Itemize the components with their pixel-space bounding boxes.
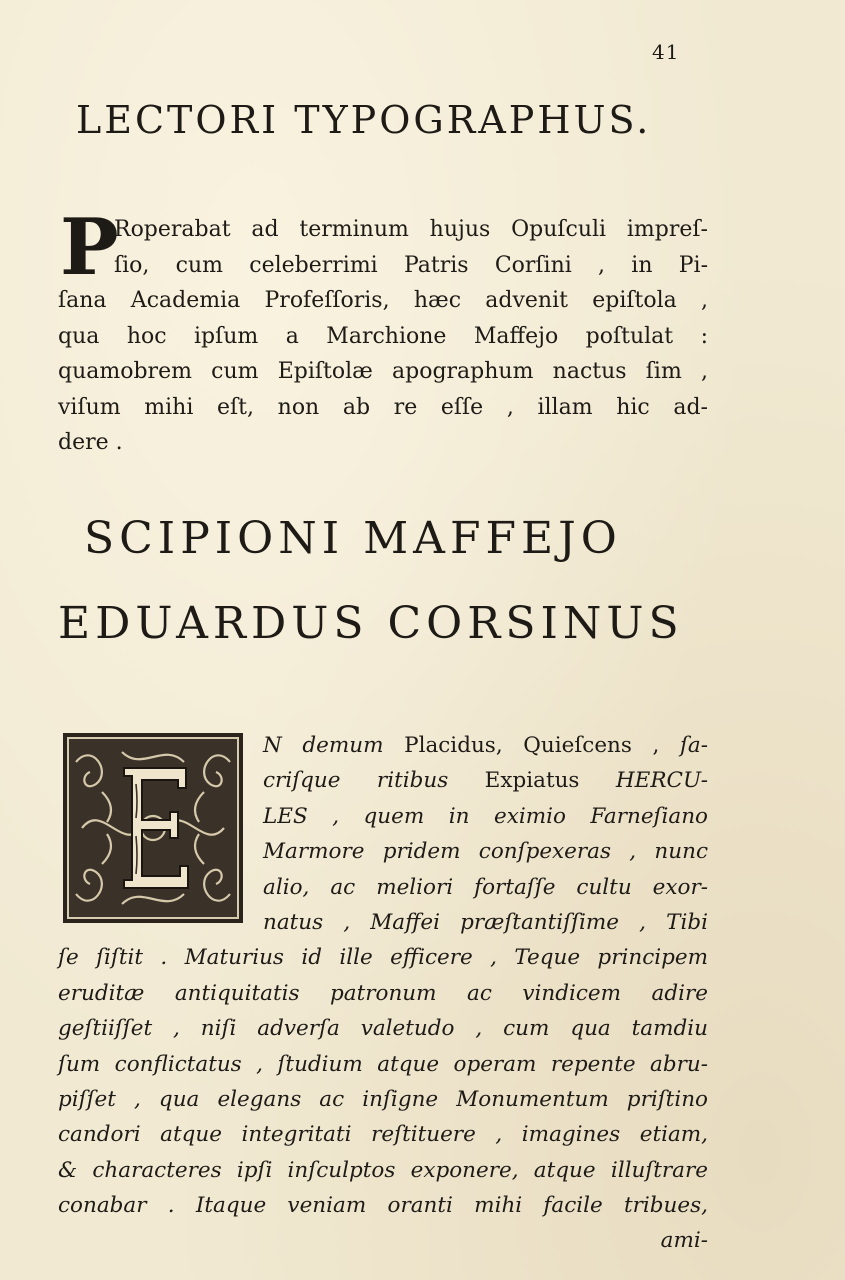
text-run: criſque ritibus	[263, 768, 485, 794]
text-line: natus , Maffei præſtantiſſime , Tibi	[263, 909, 708, 935]
text-line: ſe ſiſtit . Maturius id ille efficere , Teque principem	[58, 945, 708, 971]
text-line: dere .	[58, 430, 123, 455]
text-line: ſana Academia Profeſſoris, hæc advenit epiſtola ,	[58, 288, 708, 313]
text-line: geſtiiſſet , niſi adverſa valetudo , cum qua tamdiu	[58, 1016, 708, 1042]
text-run-upright: Expiatus	[484, 768, 616, 794]
text-run: N demum	[263, 733, 405, 758]
text-line: conabar . Itaque veniam oranti mihi facile tribues,	[58, 1193, 708, 1219]
text-line: qua hoc ipſum a Marchione Maffejo poſtulat :	[58, 323, 708, 349]
text-line: Marmore pridem conſpexeras , nunc	[263, 839, 708, 865]
page-number: 41	[652, 40, 680, 64]
section-title: LECTORI TYPOGRAPHUS.	[76, 98, 652, 142]
text-line: alio, ac meliori fortaſſe cultu exor-	[263, 874, 708, 900]
text-line: quamobrem cum Epiſtolæ apographum nactus ſim ,	[58, 359, 708, 384]
text-line	[58, 728, 708, 763]
text-line	[58, 763, 708, 798]
text-line: ſum conflictatus , ſtudium atque operam repente abru-	[58, 1051, 708, 1077]
text-line: ſio, cum celeberrimi Patris Corſini , in Pi-	[114, 252, 708, 278]
text-run-upright: Placidus, Quieſcens ,	[404, 733, 680, 758]
text-run: ſa-	[679, 733, 708, 758]
text-line: eruditæ antiquitatis patronum ac vindicem adire	[58, 980, 708, 1006]
text-line: LES , quem in eximio Farneſiano	[263, 803, 708, 829]
recipient-heading: SCIPIONI MAFFEJO	[84, 513, 622, 564]
text-run: HERCU-	[615, 768, 708, 794]
sender-heading: EDUARDUS CORSINUS	[58, 598, 684, 649]
text-line: piſſet , qua elegans ac inſigne Monumentum priſtino	[58, 1086, 708, 1112]
text-line: Roperabat ad terminum hujus Opuſculi impreſ-	[114, 217, 708, 242]
printer-note-paragraph	[58, 202, 708, 461]
text-line: viſum mihi eſt, non ab re eſſe , illam hic ad-	[58, 394, 708, 420]
catchword: ami-	[660, 1228, 708, 1254]
drop-cap-initial: P	[60, 202, 119, 293]
letter-paragraph	[58, 728, 708, 1259]
text-line: & characteres ipſi inſculptos exponere, atque illuſtrare	[58, 1157, 708, 1183]
text-line: candori atque integritati reſtituere , imagines etiam,	[58, 1122, 708, 1148]
